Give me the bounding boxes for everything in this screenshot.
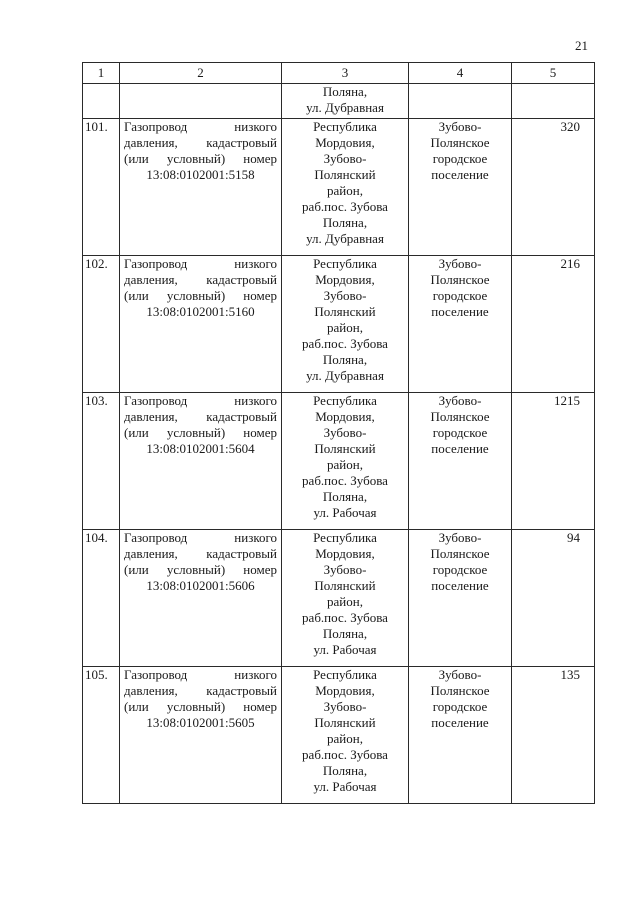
- municipality-line: Полянское: [430, 409, 490, 424]
- address-line: раб.пос. Зубова: [302, 336, 388, 351]
- length-cell: 320: [512, 119, 595, 256]
- object-name-line: Газопровод низкого: [124, 393, 277, 408]
- municipality-line: поселение: [431, 441, 489, 456]
- object-name-line: (или условный) номер: [124, 562, 277, 577]
- municipality-cell: [409, 256, 512, 393]
- address-line: Полянский: [314, 441, 376, 456]
- object-name-line: Газопровод низкого: [124, 256, 277, 271]
- municipality-line: Зубово-: [438, 667, 482, 682]
- row-number-cell: 104.: [83, 530, 120, 667]
- object-name-cell: [120, 530, 282, 667]
- address-line: Поляна,: [322, 84, 368, 99]
- address-line: Мордовия,: [315, 272, 375, 287]
- row-number-cell: 105.: [83, 667, 120, 804]
- address-line: Зубово-: [323, 562, 367, 577]
- object-name-line: 13:08:0102001:5606: [146, 578, 255, 593]
- row-number-cell: 103.: [83, 393, 120, 530]
- address-line: раб.пос. Зубова: [302, 473, 388, 488]
- address-line: Полянский: [314, 304, 376, 319]
- municipality-line: городское: [432, 288, 488, 303]
- column-number-2: 2: [120, 63, 282, 84]
- address-line: Поляна,: [322, 489, 368, 504]
- continuation-address-cell: [282, 84, 409, 119]
- address-line: Мордовия,: [315, 546, 375, 561]
- object-name-cell: [120, 256, 282, 393]
- address-line: ул. Рабочая: [313, 642, 377, 657]
- continuation-municipality-cell: [409, 84, 512, 119]
- length-cell: 135: [512, 667, 595, 804]
- object-name-line: 13:08:0102001:5160: [146, 304, 255, 319]
- object-name-line: Газопровод низкого: [124, 667, 277, 682]
- table-row: [83, 256, 595, 393]
- address-line: Зубово-: [323, 151, 367, 166]
- page-number: 21: [575, 38, 588, 53]
- address-line: район,: [327, 320, 363, 335]
- property-register-table: [82, 62, 595, 804]
- column-number-1: 1: [83, 63, 120, 84]
- address-line: Поляна,: [322, 626, 368, 641]
- municipality-line: городское: [432, 425, 488, 440]
- municipality-line: городское: [432, 562, 488, 577]
- address-line: Мордовия,: [315, 409, 375, 424]
- address-cell: [282, 256, 409, 393]
- object-name-line: давления, кадастровый: [124, 272, 277, 287]
- object-name-line: Газопровод низкого: [124, 119, 277, 134]
- address-line: Полянский: [314, 715, 376, 730]
- object-name-cell: [120, 119, 282, 256]
- column-number-header-row: [83, 63, 595, 84]
- municipality-line: Зубово-: [438, 119, 482, 134]
- address-line: раб.пос. Зубова: [302, 199, 388, 214]
- municipality-line: Зубово-: [438, 393, 482, 408]
- row-number-cell: 102.: [83, 256, 120, 393]
- municipality-line: городское: [432, 151, 488, 166]
- object-name-line: (или условный) номер: [124, 288, 277, 303]
- object-name-line: (или условный) номер: [124, 699, 277, 714]
- object-name-line: давления, кадастровый: [124, 409, 277, 424]
- address-line: Республика: [313, 667, 377, 682]
- municipality-cell: [409, 393, 512, 530]
- municipality-line: Полянское: [430, 272, 490, 287]
- length-cell: 1215: [512, 393, 595, 530]
- length-cell: 94: [512, 530, 595, 667]
- municipality-line: Полянское: [430, 135, 490, 150]
- address-line: Республика: [313, 119, 377, 134]
- address-line: Зубово-: [323, 699, 367, 714]
- table-row: [83, 667, 595, 804]
- column-number-3: 3: [282, 63, 409, 84]
- address-line: ул. Дубравная: [306, 100, 384, 115]
- address-cell: [282, 667, 409, 804]
- table-row: [83, 119, 595, 256]
- object-name-cell: [120, 393, 282, 530]
- municipality-line: поселение: [431, 578, 489, 593]
- object-name-line: давления, кадастровый: [124, 135, 277, 150]
- municipality-line: Зубово-: [438, 530, 482, 545]
- column-number-5: 5: [512, 63, 595, 84]
- address-line: Мордовия,: [315, 683, 375, 698]
- address-cell: [282, 393, 409, 530]
- address-line: раб.пос. Зубова: [302, 747, 388, 762]
- address-line: Поляна,: [322, 763, 368, 778]
- address-line: ул. Дубравная: [306, 368, 384, 383]
- object-name-line: 13:08:0102001:5604: [146, 441, 255, 456]
- address-line: Республика: [313, 393, 377, 408]
- address-line: Зубово-: [323, 288, 367, 303]
- municipality-line: поселение: [431, 715, 489, 730]
- continuation-row: [83, 84, 595, 119]
- column-number-4: 4: [409, 63, 512, 84]
- address-cell: [282, 530, 409, 667]
- municipality-cell: [409, 667, 512, 804]
- address-line: Зубово-: [323, 425, 367, 440]
- continuation-length-cell: [512, 84, 595, 119]
- address-line: ул. Рабочая: [313, 779, 377, 794]
- address-cell: [282, 119, 409, 256]
- address-line: район,: [327, 594, 363, 609]
- address-line: Республика: [313, 530, 377, 545]
- municipality-line: Полянское: [430, 683, 490, 698]
- object-name-line: Газопровод низкого: [124, 530, 277, 545]
- address-line: Поляна,: [322, 215, 368, 230]
- municipality-line: поселение: [431, 304, 489, 319]
- continuation-name-cell: [120, 84, 282, 119]
- table-row: [83, 393, 595, 530]
- address-line: ул. Рабочая: [313, 505, 377, 520]
- object-name-line: (или условный) номер: [124, 151, 277, 166]
- municipality-line: Полянское: [430, 546, 490, 561]
- address-line: Полянский: [314, 578, 376, 593]
- municipality-line: поселение: [431, 167, 489, 182]
- object-name-line: 13:08:0102001:5605: [146, 715, 255, 730]
- address-line: раб.пос. Зубова: [302, 610, 388, 625]
- length-cell: 216: [512, 256, 595, 393]
- address-line: Мордовия,: [315, 135, 375, 150]
- object-name-line: давления, кадастровый: [124, 683, 277, 698]
- table-row: [83, 530, 595, 667]
- row-number-cell: 101.: [83, 119, 120, 256]
- address-line: Республика: [313, 256, 377, 271]
- object-name-line: 13:08:0102001:5158: [146, 167, 255, 182]
- municipality-cell: [409, 530, 512, 667]
- municipality-line: городское: [432, 699, 488, 714]
- object-name-line: давления, кадастровый: [124, 546, 277, 561]
- address-line: район,: [327, 731, 363, 746]
- address-line: Поляна,: [322, 352, 368, 367]
- object-name-cell: [120, 667, 282, 804]
- address-line: Полянский: [314, 167, 376, 182]
- continuation-num-cell: [83, 84, 120, 119]
- object-name-line: (или условный) номер: [124, 425, 277, 440]
- address-line: ул. Дубравная: [306, 231, 384, 246]
- address-line: район,: [327, 183, 363, 198]
- address-line: район,: [327, 457, 363, 472]
- municipality-line: Зубово-: [438, 256, 482, 271]
- municipality-cell: [409, 119, 512, 256]
